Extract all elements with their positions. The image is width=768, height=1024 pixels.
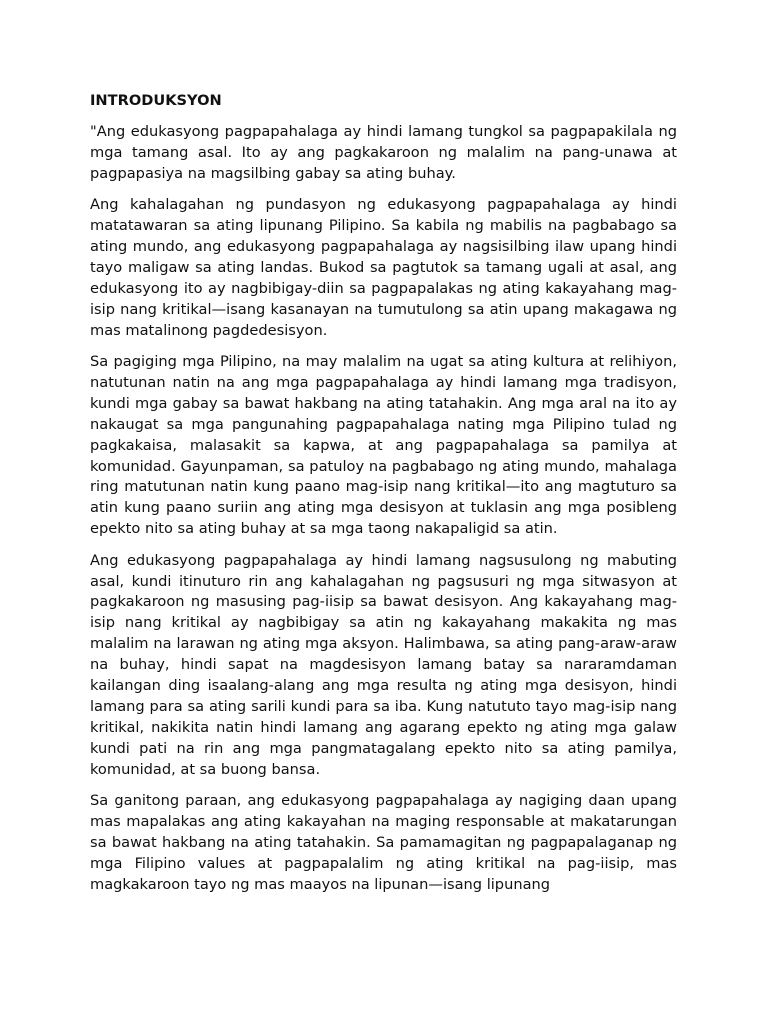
- paragraph-5: Sa ganitong paraan, ang edukasyong pagpapahalaga ay nagiging daan upang mas mapalakas ang ating kakayahan na maging responsable at makatarungan sa bawat hakbang na ating tatahakin. Sa pamamagitan ng pagpapalaganap ng mga Filipino values at pagpapalalim ng ating kritikal na pag-iisip, mas magkakaroon tayo ng mas maayos na lipunan—isang lipunang: [90, 792, 677, 893]
- paragraph-2: Ang kahalagahan ng pundasyon ng edukasyong pagpapahalaga ay hindi matatawaran sa ating lipunang Pilipino. Sa kabila ng mabilis na pagbabago sa ating mundo, ang edukasyong pagpapahalaga ay nagsisilbing ilaw upang hindi tayo maligaw sa ating landas. Bukod sa pagtutok sa tamang ugali at asal, ang edukasyong ito ay nagbibigay-diin sa pagpapalakas ng ating kakayahang mag-isip nang kritikal—isang kasanayan na tumutulong sa atin upang makagawa ng mas matalinong pagdedesisyon.: [90, 196, 677, 339]
- document-heading: INTRODUKSYON: [90, 92, 222, 109]
- document-body: [90, 91, 677, 906]
- paragraph-3: Sa pagiging mga Pilipino, na may malalim na ugat sa ating kultura at relihiyon, natutunan natin na ang mga pagpapahalaga ay hindi lamang mga tradisyon, kundi mga gabay sa bawat hakbang na ating tatahakin. Ang mga aral na ito ay nakaugat sa mga pangunahing pagpapahalaga nating mga Pilipino tulad ng pagkakaisa, malasakit sa kapwa, at ang pagpapahalaga sa pamilya at komunidad. Gayunpaman, sa patuloy na pagbabago ng ating mundo, mahalaga ring matutunan natin kung paano mag-isip nang kritikal—ito ang magtuturo sa atin kung paano suriin ang ating mga desisyon at tuklasin ang mga posibleng epekto nito sa ating buhay at sa mga taong nakapaligid sa atin.: [90, 352, 677, 538]
- paragraph-4: Ang edukasyong pagpapahalaga ay hindi lamang nagsusulong ng mabuting asal, kundi itinuturo rin ang kahalagahan ng pagsusuri ng mga sitwasyon at pagkakaroon ng masusing pag-iisip sa bawat desisyon. Ang kakayahang mag-isip nang kritikal ay nagbibigay sa atin ng kakayahang makakita ng mas malalim na larawan ng ating mga aksyon. Halimbawa, sa ating pang-araw-araw na buhay, hindi sapat na magdesisyon lamang batay sa nararamdaman kailangan ding isaalang-alang ang mga resulta ng ating mga desisyon, hindi lamang para sa ating sarili kundi para sa iba. Kung natututo tayo mag-isip nang kritikal, nakikita natin hindi lamang ang agarang epekto ng ating mga galaw kundi pati na rin ang mga pangmatagalang epekto nito sa ating pamilya, komunidad, at sa buong bansa.: [90, 551, 677, 778]
- paragraph-1: "Ang edukasyong pagpapahalaga ay hindi lamang tungkol sa pagpapakilala ng mga tamang asal. Ito ay ang pagkakaroon ng malalim na pang-unawa at pagpapasiya na magsilbing gabay sa ating buhay.: [90, 122, 677, 182]
